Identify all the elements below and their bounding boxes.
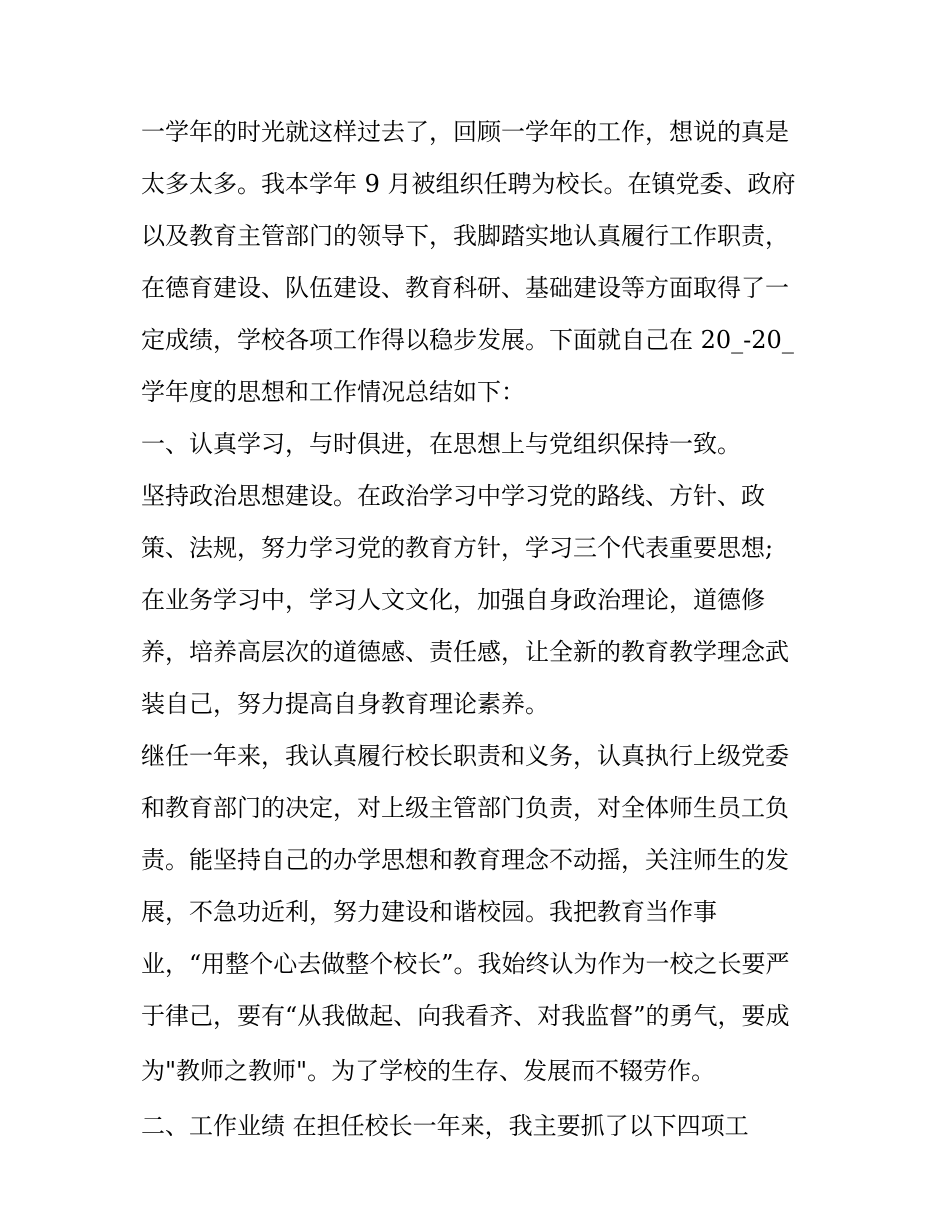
body-text: [141, 106, 821, 1152]
text-line: 装自己，努力提高自身教育理论素养。: [141, 690, 549, 718]
text-line: 定成绩，学校各项工作得以稳步发展。下面就自己在 20_-20_: [141, 326, 794, 354]
text-line: 太多太多。我本学年 9 月被组织任聘为校长。在镇党委、政府: [141, 170, 796, 198]
text-line: 以及教育主管部门的领导下，我脚踏实地认真履行工作职责，: [141, 222, 789, 250]
text-line: 在业务学习中，学习人文文化，加强自身政治理论，道德修: [141, 586, 765, 614]
text-line: 策、法规，努力学习党的教育方针，学习三个代表重要思想;: [141, 534, 774, 562]
text-line: 责。能坚持自己的办学思想和教育理念不动摇，关注师生的发: [141, 846, 789, 874]
text-line: 继任一年来，我认真履行校长职责和义务，认真执行上级党委: [141, 742, 789, 770]
text-line: 展，不急功近利，努力建设和谐校园。我把教育当作事: [141, 898, 717, 926]
text-line: 学年度的思想和工作情况总结如下：: [141, 378, 525, 406]
text-line: 业，“用整个心去做整个校长”。我始终认为作为一校之长要严: [141, 950, 790, 978]
text-line: 在德育建设、队伍建设、教育科研、基础建设等方面取得了一: [141, 274, 789, 302]
text-line: 和教育部门的决定，对上级主管部门负责，对全体师生员工负: [141, 794, 789, 822]
text-line: 养，培养高层次的道德感、责任感，让全新的教育教学理念武: [141, 638, 789, 666]
text-line: 于律己，要有“从我做起、向我看齐、对我监督”的勇气，要成: [141, 1002, 790, 1030]
text-line: 坚持政治思想建设。在政治学习中学习党的路线、方针、政: [141, 482, 765, 510]
section-heading: 一、认真学习，与时俱进，在思想上与党组织保持一致。: [141, 430, 741, 458]
text-line: 为"教师之教师"。为了学校的生存、发展而不辍劳作。: [141, 1057, 716, 1085]
section-heading: 二、工作业绩 在担任校长一年来，我主要抓了以下四项工: [141, 1112, 749, 1140]
text-line: 一学年的时光就这样过去了，回顾一学年的工作，想说的真是: [141, 118, 789, 146]
